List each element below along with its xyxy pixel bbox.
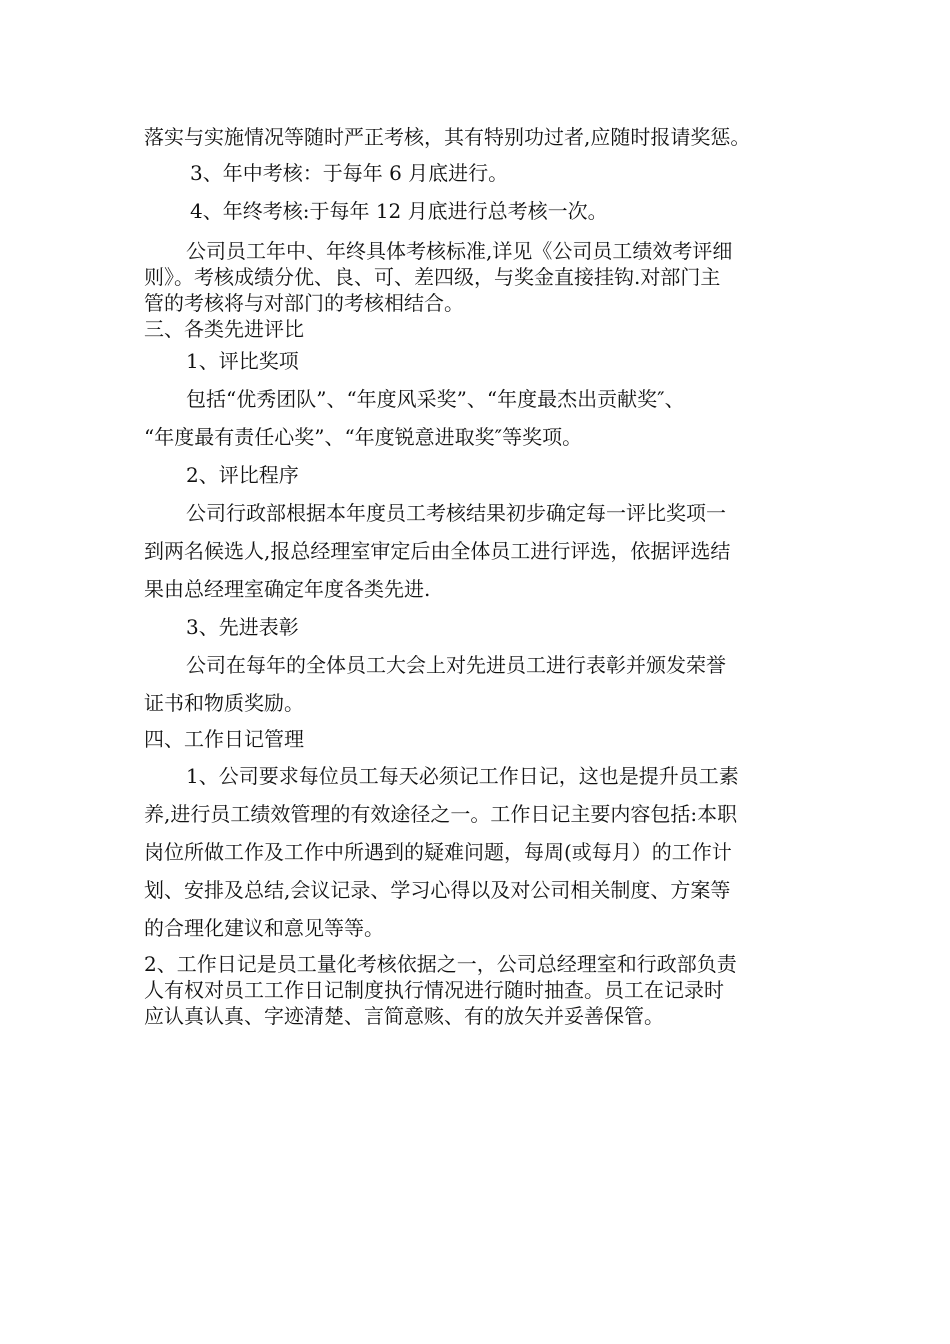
- paragraph-line: 公司行政部根据本年度员工考核结果初步确定每一评比奖项一: [186, 501, 726, 525]
- paragraph-line: 2、工作日记是员工量化考核依据之一，公司总经理室和行政部负责: [144, 952, 737, 976]
- paragraph-line: 人有权对员工工作日记制度执行情况进行随时抽查。员工在记录时: [144, 978, 724, 1002]
- paragraph-line: “年度最有责任心奖”、“年度锐意进取奖″等奖项。: [144, 425, 583, 449]
- paragraph-line: 管的考核将与对部门的考核相结合。: [144, 291, 464, 315]
- paragraph-line: 养,进行员工绩效管理的有效途径之一。工作日记主要内容包括:本职: [144, 802, 738, 826]
- section-heading: 四、工作日记管理: [144, 727, 304, 751]
- subheading: 3、先进表彰: [186, 615, 299, 639]
- section-heading: 三、各类先进评比: [144, 317, 304, 341]
- paragraph-line: 果由总经理室确定年度各类先进.: [144, 577, 431, 601]
- paragraph-line: 4、年终考核:于每年 12 月底进行总考核一次。: [190, 199, 608, 223]
- paragraph-line: 岗位所做工作及工作中所遇到的疑难问题，每周(或每月）的工作计: [144, 840, 732, 864]
- document-body: [144, 120, 809, 1029]
- paragraph-line: 划、安排及总结,会议记录、学习心得以及对公司相关制度、方案等: [144, 878, 731, 902]
- paragraph-line: 3、年中考核：于每年 6 月底进行。: [190, 161, 509, 185]
- subheading: 2、评比程序: [186, 463, 299, 487]
- paragraph-line: 包括“优秀团队”、“年度风采奖”、“年度最杰出贡献奖″、: [186, 387, 685, 411]
- paragraph-line: 1、公司要求每位员工每天必须记工作日记，这也是提升员工素: [186, 764, 739, 788]
- paragraph-line: 的合理化建议和意见等等。: [144, 916, 384, 940]
- subheading: 1、评比奖项: [186, 349, 299, 373]
- paragraph-line: 公司员工年中、年终具体考核标准,详见《公司员工绩效考评细: [186, 239, 733, 263]
- paragraph-line: 应认真认真、字迹清楚、言简意赅、有的放矢并妥善保管。: [144, 1004, 664, 1028]
- paragraph-line: 到两名候选人,报总经理室审定后由全体员工进行评选，依据评选结: [144, 539, 731, 563]
- paragraph-line: 落实与实施情况等随时严正考核，其有特别功过者,应随时报请奖惩。: [144, 125, 751, 149]
- paragraph-line: 则》。考核成绩分优、良、可、差四级，与奖金直接挂钩.对部门主: [144, 265, 721, 289]
- paragraph-line: 公司在每年的全体员工大会上对先进员工进行表彰并颁发荣誉: [186, 653, 726, 677]
- paragraph-line: 证书和物质奖励。: [144, 691, 304, 715]
